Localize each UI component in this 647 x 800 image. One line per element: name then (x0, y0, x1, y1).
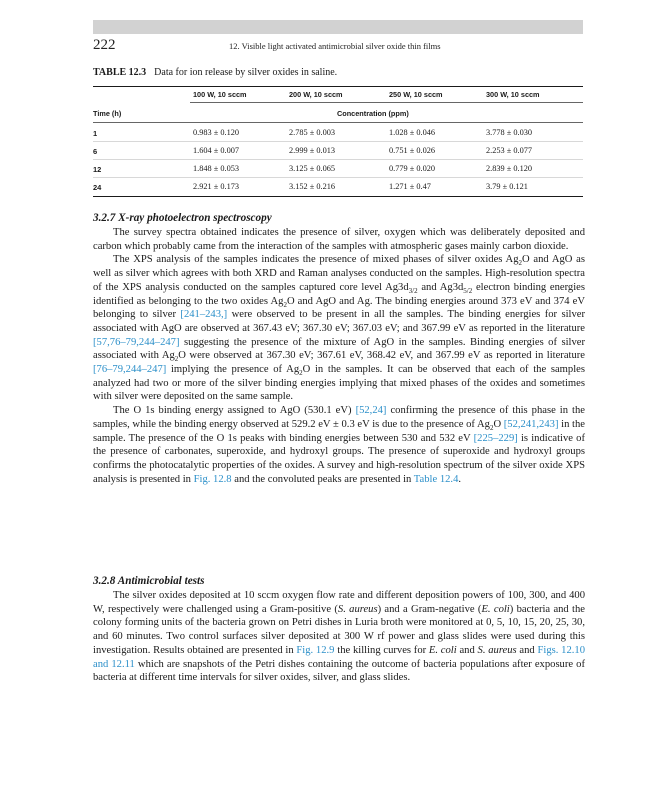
section-antimicrobial (93, 575, 585, 685)
running-head: 12. Visible light activated antimicrobial silver oxide thin films (229, 41, 441, 51)
section-xps (93, 212, 585, 486)
paragraph: The XPS analysis of the samples indicates the presence of mixed phases of silver oxides $Ag_2O$ and AgO as well as silver which agrees with both XRD and Raman analyses conducted on the samples. High-resolution spectra of the XPS analysis conducted on the samples captured core level $Ag3d_{3/2}$ and $Ag3d_{5/2}$ electron binding energies identified as belonging to the two oxides $Ag_2O$ and AgO and Ag. The binding energies around 373 eV and 374 eV belonging to silver [241–243,] were observed to be present in all the samples. The binding energies for silver associated with AgO are observed at 367.43 eV; 367.30 eV; 367.03 eV; and 367.99 eV as reported in the literature [57,76–79,244–247] suggesting the presence of the mixture of AgO in the samples. Binding energies of silver associated with $Ag_2O$ were observed at 367.30 eV; 367.61 eV, 368.42 eV, and 367.99 eV as reported in literature [76–79,244–247] implying the presence of $Ag_2O$ in the samples. It can be observed that each of the samples analyzed had two or more of the silver binding energies implying that mixed phases of the oxides and sometimes with silver were deposited on the same sample. (93, 254, 586, 403)
column-header: 100 W, 10 sccm (193, 90, 247, 99)
value-cell: 0.983 ± 0.120 (193, 128, 240, 137)
time-cell: 1 (93, 129, 98, 138)
time-cell: 24 (93, 183, 102, 192)
column-header-rule (190, 102, 583, 103)
citation-link[interactable]: [52,24] (355, 405, 387, 417)
citation-link[interactable]: [76–79,244–247] (93, 364, 167, 376)
column-header: 200 W, 10 sccm (289, 90, 343, 99)
value-cell: 0.751 ± 0.026 (389, 146, 436, 155)
time-cell: 12 (93, 165, 102, 174)
value-cell: 3.778 ± 0.030 (486, 128, 533, 137)
citation-link[interactable]: [241–243,] (180, 309, 228, 321)
header-bar (93, 20, 583, 34)
page-number: 222 (93, 37, 116, 53)
value-cell: 1.848 ± 0.053 (193, 164, 240, 173)
table-link[interactable]: Table 12.4 (413, 473, 459, 485)
paragraph: The O 1s binding energy assigned to AgO (530.1 eV) [52,24] confirming the presence of this phase in the samples, while the binding energy observed at 529.2 eV ± 0.3 eV is due to the presence of $Ag_2O$ [52,241,243] in the sample. The presence of the O 1s peaks with binding energies between 530 and 532 eV [225–229] is indicative of the presence of carbonates, superoxide, and hydroxyl groups. The presence of superoxide and hydroxyl groups confirms the photocatalytic properties of the oxides. A survey and high-resolution spectrum of the silver oxide XPS analysis is presented in Fig. 12.8 and the convoluted peaks are presented in Table 12.4. (93, 405, 585, 485)
value-cell: 2.785 ± 0.003 (289, 128, 336, 137)
section-heading: 3.2.8 Antimicrobial tests (93, 575, 205, 587)
value-cell: 3.125 ± 0.065 (289, 164, 336, 173)
column-header: 250 W, 10 sccm (389, 90, 443, 99)
table-caption (93, 67, 337, 78)
figure-link[interactable]: Figs. 12.10 and 12.11 (93, 644, 586, 670)
header-bottom-rule (93, 122, 583, 123)
value-cell: 1.028 ± 0.046 (389, 128, 436, 137)
value-cell: 2.921 ± 0.173 (193, 182, 240, 191)
value-cell: 1.271 ± 0.47 (389, 182, 431, 191)
paragraph: The silver oxides deposited at 10 sccm oxygen flow rate and different deposition powers of 100, 300, and 400 W, respectively were challenged using a Gram-positive (S. aureus) and a Gram-negative (E. coli) bacteria and the colony forming units of the bacteria grown on Petri dishes in Luria broth were monitored at 0, 5, 10, 15, 20, 25, 30, and 60 minutes. Two control surfaces silver deposited at 300 W rf power and glass slides were used during this investigation. Results obtained are presented in Fig. 12.9 the killing curves for E. coli and S. aureus and Figs. 12.10 and 12.11 which are snapshots of the Petri dishes containing the outcome of bacteria populations after exposure of bacteria at different time intervals for silver oxides, silver, and glass slides. (93, 590, 586, 684)
figure-link[interactable]: Fig. 12.8 (193, 473, 232, 485)
value-cell: 2.999 ± 0.013 (289, 146, 336, 155)
time-cell: 6 (93, 147, 98, 156)
row-divider (93, 141, 583, 142)
figure-link[interactable]: Fig. 12.9 (296, 644, 335, 656)
value-cell: 2.253 ± 0.077 (486, 146, 533, 155)
column-header: 300 W, 10 sccm (486, 90, 540, 99)
citation-link[interactable]: [52,241,243] (503, 418, 559, 430)
table-bottom-rule (93, 196, 583, 197)
section-heading: 3.2.7 X-ray photoelectron spectroscopy (93, 212, 272, 224)
table-top-rule (93, 86, 583, 87)
table-label: TABLE 12.3 (93, 67, 147, 78)
value-cell: 1.604 ± 0.007 (193, 146, 240, 155)
row-divider (93, 159, 583, 160)
citation-link[interactable]: [57,76–79,244–247] (93, 336, 180, 348)
value-cell: 0.779 ± 0.020 (389, 164, 436, 173)
citation-link[interactable]: [225–229] (473, 432, 518, 444)
value-cell: 3.79 ± 0.121 (486, 182, 528, 191)
row-divider (93, 177, 583, 178)
value-cell: 2.839 ± 0.120 (486, 164, 533, 173)
time-header: Time (h) (93, 109, 122, 118)
value-cell: 3.152 ± 0.216 (289, 182, 336, 191)
paragraph: The survey spectra obtained indicates the presence of silver, oxygen which was deliberately deposited and carbon which probably came from the interaction of the samples with atmospheric gases mainly carbon dioxide. (93, 227, 585, 252)
table-caption-text: Data for ion release by silver oxides in saline. (154, 67, 338, 78)
spanner-header: Concentration (ppm) (337, 109, 409, 118)
